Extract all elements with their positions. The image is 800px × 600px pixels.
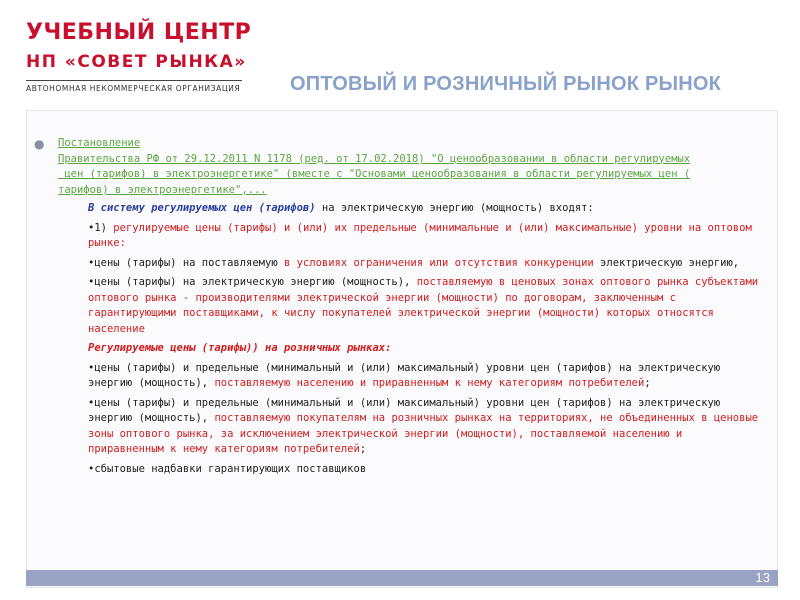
law-line: Правительства РФ от 29.12.2011 N 1178 (ред. от 17.02.2018) "О ценообразовании в области регулируемых [58, 152, 691, 165]
retail-heading [88, 341, 764, 357]
logo-subtitle: НП «СОВЕТ РЫНКА» [26, 52, 247, 72]
law-link[interactable] [58, 136, 764, 198]
law-line: цен (тарифов) в электроэнергетике" (вместе с "Основами ценообразования в области регулируемых цен ( [58, 168, 691, 180]
bullet-icon: ● [34, 137, 45, 151]
intro-text: на электрическую энергию (мощность) входят: [315, 202, 594, 214]
list-item [88, 275, 764, 337]
slide-content [34, 136, 764, 477]
item-emphasis: поставляемую в ценовых зонах оптового рынка субъектами оптового рынка - производителями электрической энергии (мощности) по договорам, заключенным с гарантирующими поставщиками, к числу покупателей электрической энергии (мощности) которых относятся население [88, 276, 759, 335]
item-emphasis: в условиях ограничения или отсутствия конкуренции [283, 256, 594, 269]
item-prefix: •цены (тарифы) и предельные (минимальный и (или) максимальный) уровни цен (тарифов) на электрическую энергию (мощность), [88, 361, 721, 389]
item-prefix: •цены (тарифы) на поставляемую [88, 256, 284, 269]
item-prefix: •цены (тарифы) на электрическую энергию (мощность), [88, 276, 417, 288]
list-item [88, 221, 764, 252]
item-emphasis: поставляемую населению и приравненным к нему категориям потребителей [214, 377, 645, 389]
law-line: тарифов) в электроэнергетике",... [58, 183, 267, 196]
footer-bar [26, 570, 778, 586]
page-number: 13 [755, 570, 770, 585]
list-item [88, 256, 764, 272]
item-prefix: •цены (тарифы) и предельные (минимальный и (или) максимальный) уровни цен (тарифов) на электрическую энергию (мощность), [88, 396, 721, 424]
list-item [88, 361, 764, 392]
item-emphasis: регулируемые цены (тарифы) и (или) их предельные (минимальные и (или) максимальные) уровни на оптовом рынке: [88, 221, 752, 249]
intro-paragraph [88, 201, 764, 217]
law-reference [34, 136, 764, 198]
logo-divider [26, 80, 242, 81]
item-emphasis: поставляемую покупателям на розничных рынках на территориях, не объединенных в ценовые зоны оптового рынка, за исключением электрической энергии (мощности), поставляемой населению и приравненным к нему категориям потребителей [88, 412, 759, 455]
retail-heading-text: Регулируемые цены (тарифы)) на розничных рынках: [88, 342, 392, 354]
item-text: электрическую энергию, [593, 256, 740, 269]
item-text: •сбытовые надбавки гарантирующих поставщиков [88, 462, 367, 475]
item-prefix: •1) [88, 221, 114, 234]
training-center-logo [26, 20, 266, 93]
intro-emphasis: В систему регулируемых цен (тарифов) [88, 202, 316, 214]
list-item [88, 462, 764, 478]
item-suffix: ; [644, 377, 651, 389]
item-suffix: ; [359, 443, 367, 455]
slide-title: ОПТОВЫЙ И РОЗНИЧНЫЙ РЫНОК РЫНОК [290, 73, 722, 95]
logo-caption: АВТОНОМНАЯ НЕКОММЕРЧЕСКАЯ ОРГАНИЗАЦИЯ [26, 84, 241, 93]
law-line: Постановление [58, 137, 141, 149]
list-item [88, 396, 764, 458]
logo-title: УЧЕБНЫЙ ЦЕНТР [26, 20, 252, 45]
